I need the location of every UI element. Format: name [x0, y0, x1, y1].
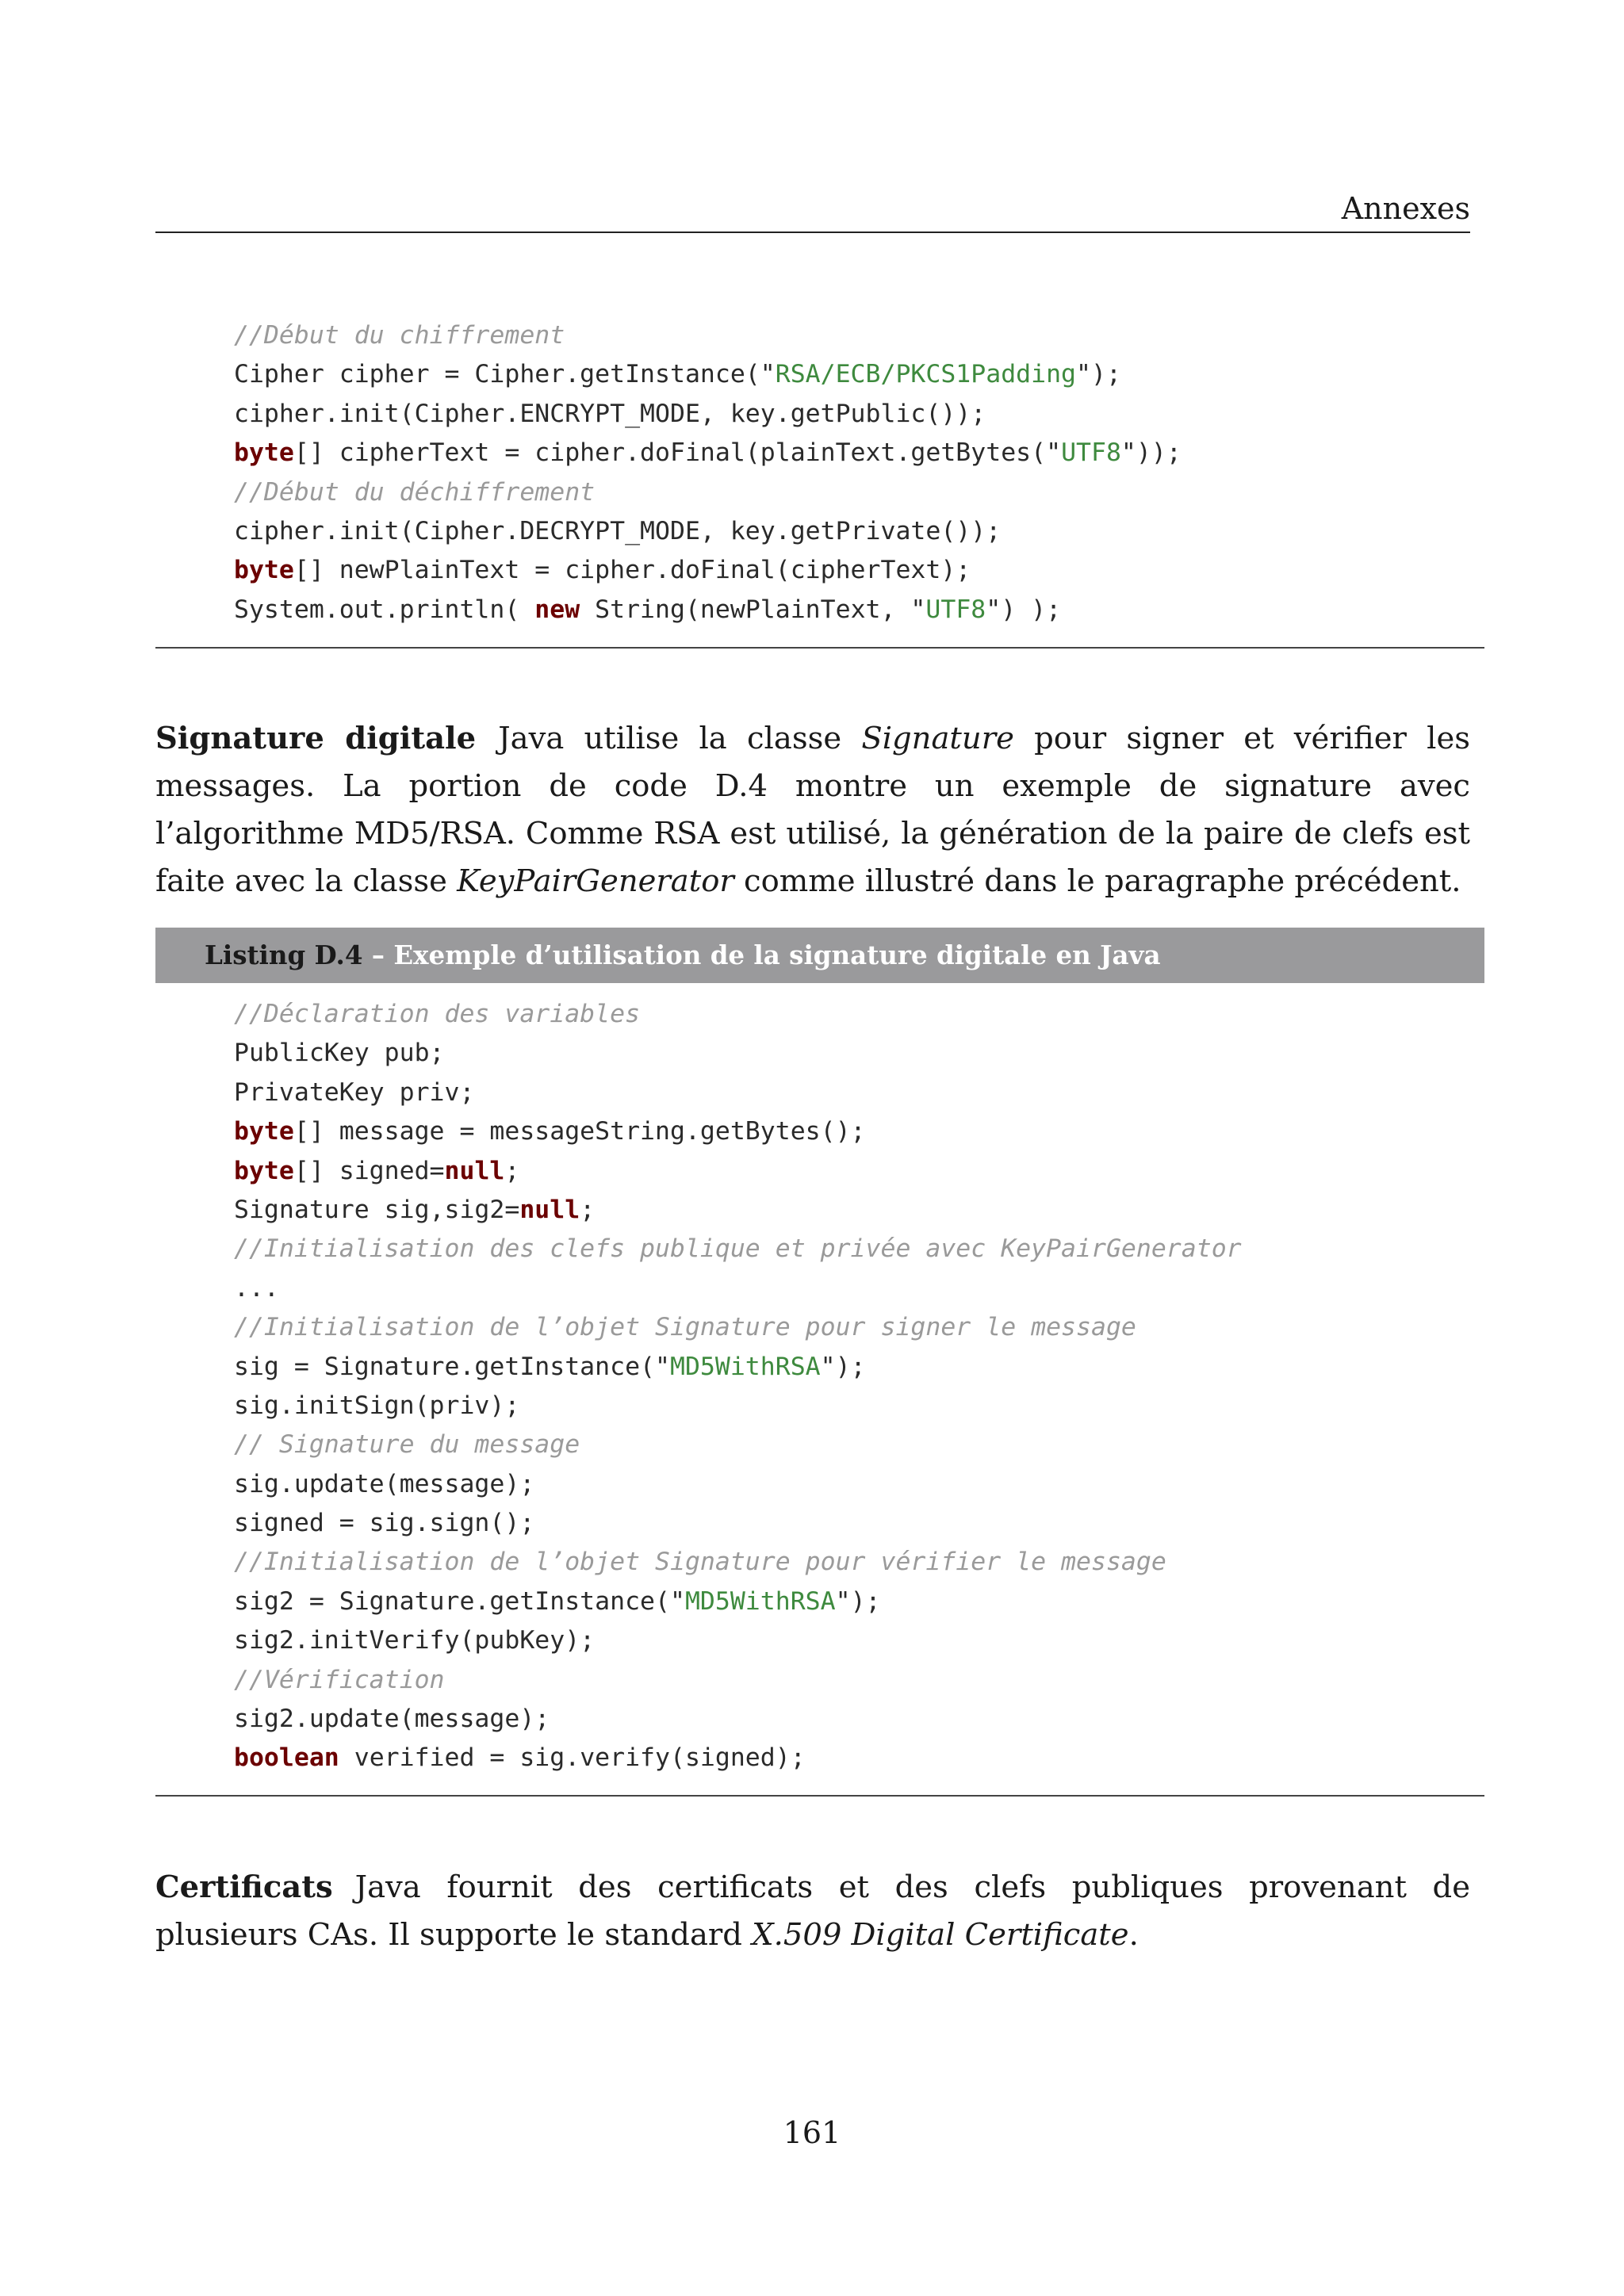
code-line: [234, 473, 1182, 512]
code-text: ;: [504, 1156, 520, 1185]
code-comment: //Début du chiffrement: [234, 321, 565, 350]
code-keyword: byte: [234, 438, 294, 468]
signature-paragraph: [155, 715, 1470, 905]
code-text: ...: [234, 1273, 279, 1303]
code-text: sig.update(message);: [234, 1469, 535, 1498]
code-line: [234, 1387, 1242, 1425]
class-name: KeyPairGenerator: [457, 863, 734, 899]
listing-separator: –: [362, 939, 394, 970]
paragraph-text: Java fournit des certificats et des clefs publiques provenant de plusieurs CAs. Il supporte le standard: [155, 1869, 1470, 1953]
code-keyword: byte: [234, 1117, 294, 1146]
listing-caption-bar: [155, 928, 1484, 983]
code-line: [234, 1152, 1242, 1191]
code-string: MD5WithRSA: [684, 1586, 836, 1616]
code-line: [234, 434, 1182, 473]
code-text: PublicKey pub;: [234, 1039, 445, 1068]
standard-name: X.509 Digital Certificate: [752, 1917, 1129, 1953]
paragraph-text: comme illustré dans le paragraphe précédent.: [733, 863, 1461, 899]
code-text: sig2.update(message);: [234, 1705, 550, 1734]
code-text: [] signed=: [293, 1156, 445, 1185]
paragraph-text: .: [1128, 1917, 1139, 1953]
code-line: [234, 1465, 1242, 1504]
paragraph-lead: Certificats: [155, 1869, 333, 1905]
paragraph-text: pour signer et vérifier les messages. La portion de code D.4 montre un exemple de signature avec l’algorithme MD5/RSA. Comme RSA est utilisé, la génération de la paire de clefs est faite avec la classe: [155, 721, 1470, 899]
code-line: [234, 1582, 1242, 1621]
code-comment: //Déclaration des variables: [234, 1000, 641, 1028]
code-comment: //Initialisation des clefs publique et privée avec KeyPairGenerator: [234, 1234, 1242, 1264]
code-keyword: null: [519, 1195, 580, 1224]
code-line: [234, 1269, 1242, 1308]
code-line: [234, 512, 1182, 551]
paragraph-lead: Signature digitale: [155, 721, 477, 756]
code-text: signed = sig.sign();: [234, 1509, 535, 1538]
code-line: [234, 1230, 1242, 1269]
code-line: [234, 1308, 1242, 1347]
code-text: cipher.init(Cipher.DECRYPT_MODE, key.getPrivate());: [234, 516, 1002, 545]
code-text: String(newPlainText, ": [580, 595, 926, 624]
paragraph-text: Java utilise la classe: [498, 721, 862, 756]
listing-caption: Exemple d’utilisation de la signature digitale en Java: [393, 939, 1161, 970]
code-text: sig2.initVerify(pubKey);: [234, 1626, 596, 1655]
code-comment: //Début du déchiffrement: [234, 477, 596, 507]
code-text: ") );: [986, 595, 1062, 624]
code-line: [234, 395, 1182, 434]
code-keyword: byte: [234, 556, 294, 585]
code-line: [234, 1661, 1242, 1700]
page-number: 161: [783, 2115, 841, 2150]
code-string: RSA/ECB/PKCS1Padding: [775, 360, 1077, 389]
code-block-bottom-rule: [155, 1795, 1484, 1797]
code-line: [234, 1739, 1242, 1777]
code-comment: // Signature du message: [234, 1430, 580, 1460]
code-text: ");: [1076, 360, 1121, 389]
code-line: [234, 1034, 1242, 1073]
code-keyword: byte: [234, 1156, 294, 1185]
code-text: verified = sig.verify(signed);: [339, 1743, 806, 1773]
code-string: UTF8: [1061, 438, 1121, 468]
code-keyword: new: [534, 595, 580, 624]
code-line: [234, 1348, 1242, 1387]
code-comment: //Vérification: [234, 1665, 445, 1694]
code-text: ");: [820, 1352, 866, 1381]
code-line: [234, 995, 1242, 1034]
running-head: Annexes: [1341, 191, 1470, 226]
code-text: [] message = messageString.getBytes();: [293, 1117, 866, 1146]
code-text: [] cipherText = cipher.doFinal(plainText.getBytes(": [293, 438, 1062, 468]
code-text: ");: [835, 1586, 881, 1616]
header-rule: [155, 232, 1470, 233]
code-line: [234, 1191, 1242, 1230]
certificats-paragraph: [155, 1864, 1470, 1959]
code-text: ;: [580, 1195, 596, 1224]
code-string: MD5WithRSA: [669, 1352, 821, 1381]
code-line: [234, 551, 1182, 590]
code-block-signature: [234, 995, 1242, 1778]
code-line: [234, 355, 1182, 394]
code-text: sig.initSign(priv);: [234, 1391, 520, 1420]
code-block-bottom-rule: [155, 647, 1484, 649]
class-name: Signature: [861, 721, 1014, 756]
code-text: sig = Signature.getInstance(": [234, 1352, 670, 1381]
code-line: [234, 1621, 1242, 1660]
code-text: Signature sig,sig2=: [234, 1195, 520, 1224]
code-string: UTF8: [925, 595, 986, 624]
code-keyword: null: [444, 1156, 505, 1185]
code-keyword: boolean: [234, 1743, 339, 1773]
code-text: PrivateKey priv;: [234, 1077, 475, 1107]
code-line: [234, 1073, 1242, 1112]
code-line: [234, 591, 1182, 629]
code-line: [234, 1543, 1242, 1582]
code-text: cipher.init(Cipher.ENCRYPT_MODE, key.getPublic());: [234, 399, 986, 428]
code-line: [234, 1700, 1242, 1739]
code-line: [234, 316, 1182, 355]
code-text: sig2 = Signature.getInstance(": [234, 1586, 685, 1616]
code-line: [234, 1504, 1242, 1543]
code-text: [] newPlainText = cipher.doFinal(cipherText);: [293, 556, 971, 585]
code-comment: //Initialisation de l’objet Signature pour vérifier le message: [234, 1548, 1166, 1577]
code-text: Cipher cipher = Cipher.getInstance(": [234, 360, 776, 389]
code-line: [234, 1112, 1242, 1151]
code-line: [234, 1425, 1242, 1464]
listing-label: Listing D.4: [205, 939, 363, 970]
code-text: "));: [1120, 438, 1182, 468]
code-comment: //Initialisation de l’objet Signature pour signer le message: [234, 1313, 1136, 1342]
code-block-encryption: [234, 316, 1182, 629]
code-text: System.out.println(: [234, 595, 535, 624]
